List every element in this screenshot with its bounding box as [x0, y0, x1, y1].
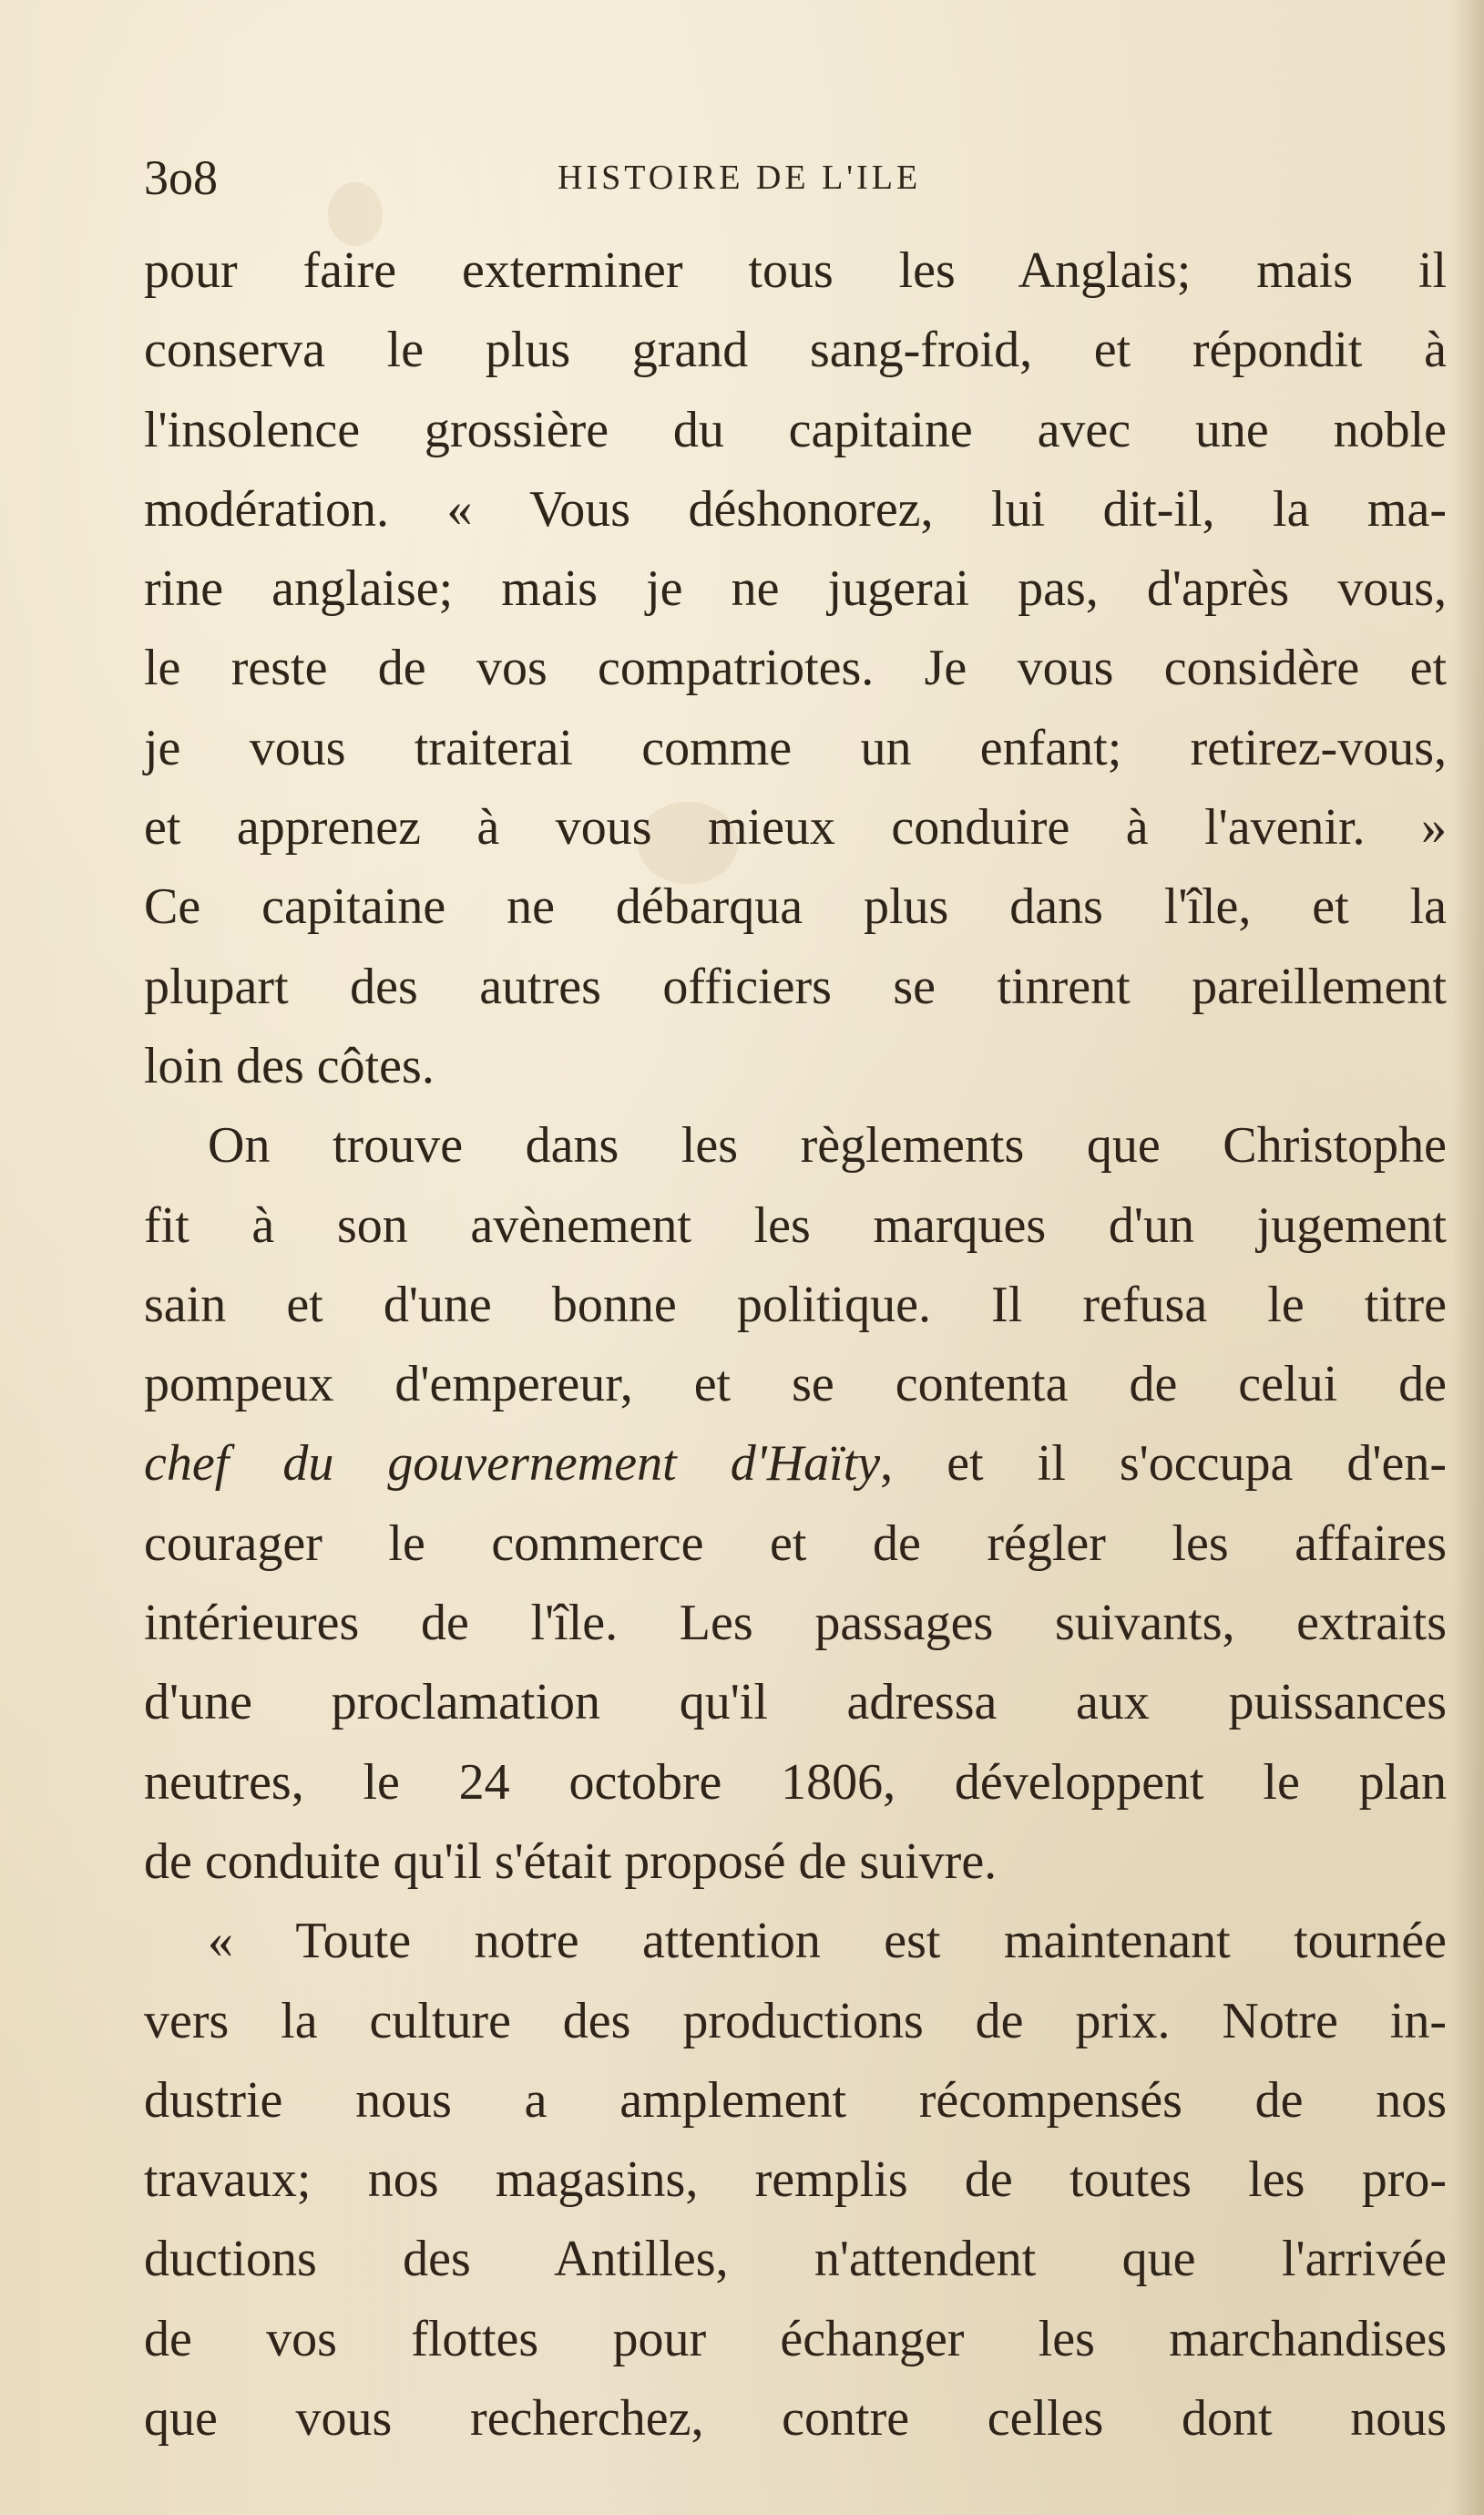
- text-line: intérieures de l'île. Les passages suivants, extraits: [144, 1595, 1447, 1652]
- text-line: travaux; nos magasins, remplis de toutes les pro-: [144, 2151, 1447, 2209]
- text-line: modération. « Vous déshonorez, lui dit-il, la ma-: [144, 480, 1447, 538]
- text-line: ductions des Antilles, n'attendent que l'arrivée: [144, 2231, 1447, 2288]
- page-header: [144, 146, 1447, 219]
- text-line: dustrie nous a amplement récompensés de nos: [144, 2071, 1447, 2129]
- text-line: [144, 1424, 1447, 1504]
- text-line: courager le commerce et de régler les affaires: [144, 1514, 1447, 1572]
- page-number: 3o8: [144, 150, 218, 205]
- running-head: HISTOIRE DE L'ILE: [558, 159, 922, 197]
- text-line: pompeux d'empereur, et se contenta de celui de: [144, 1356, 1447, 1413]
- text-line: de vos flottes pour échanger les marchandises: [144, 2310, 1447, 2367]
- text-line: l'insolence grossière du capitaine avec une noble: [144, 401, 1447, 458]
- text-line: fit à son avènement les marques d'un jugement: [144, 1196, 1447, 1254]
- text-line: le reste de vos compatriotes. Je vous considère et: [144, 640, 1447, 697]
- text-line: je vous traiterai comme un enfant; retirez-vous,: [144, 719, 1447, 776]
- text-line-rest: , et il s'occupa d'en-: [880, 1435, 1447, 1493]
- text-line: « Toute notre attention est maintenant tournée: [208, 1913, 1447, 1970]
- text-line: de conduite qu'il s'était proposé de suivre.: [144, 1832, 998, 1890]
- page-body-text: [144, 231, 1447, 2459]
- text-line: neutres, le 24 octobre 1806, développent le plan: [144, 1753, 1447, 1811]
- text-line: d'une proclamation qu'il adressa aux puissances: [144, 1674, 1447, 1731]
- text-line: Ce capitaine ne débarqua plus dans l'île, et la: [144, 878, 1447, 936]
- italic-title: chef du gouvernement d'Haïty: [144, 1435, 881, 1493]
- text-line: loin des côtes.: [144, 1037, 435, 1094]
- text-line: plupart des autres officiers se tinrent pareillement: [144, 958, 1447, 1015]
- text-line: et apprenez à vous mieux conduire à l'avenir. »: [144, 799, 1447, 857]
- text-line: On trouve dans les règlements que Christophe: [208, 1117, 1447, 1175]
- text-line: rine anglaise; mais je ne jugerai pas, d'après vous,: [144, 560, 1447, 618]
- text-line: que vous recherchez, contre celles dont nous: [144, 2390, 1447, 2448]
- text-line: sain et d'une bonne politique. Il refusa le titre: [144, 1276, 1447, 1333]
- text-line: vers la culture des productions de prix. Notre in-: [144, 1992, 1447, 2049]
- page-gutter-shadow: [1451, 0, 1484, 2515]
- text-line: pour faire exterminer tous les Anglais; mais il: [144, 242, 1447, 299]
- text-line: conserva le plus grand sang-froid, et répondit à: [144, 322, 1447, 379]
